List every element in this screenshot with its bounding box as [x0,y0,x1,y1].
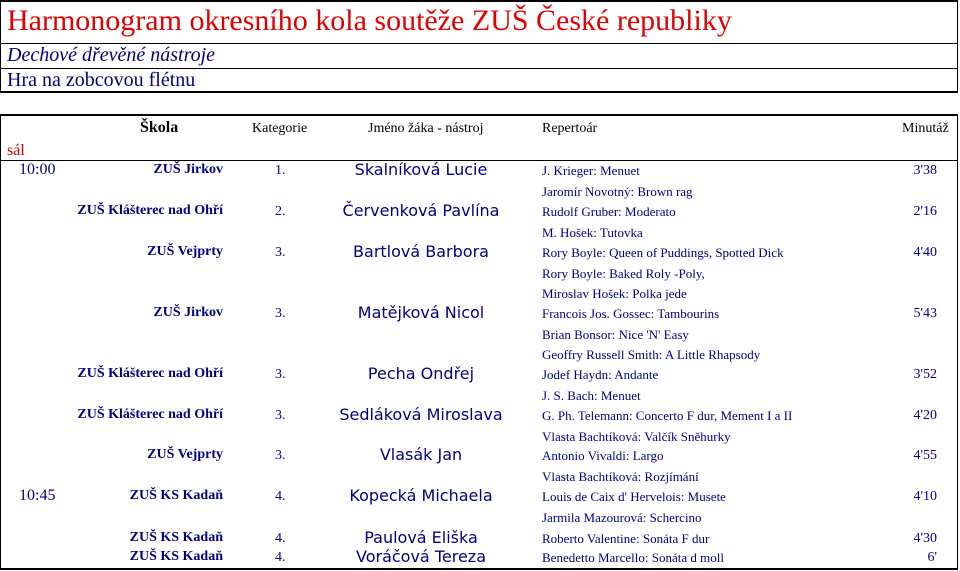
repertoire-item: Jarmila Mazourová: Schercino [542,509,702,525]
page-title: Harmonogram okresního kola soutěže ZUŠ České republiky [7,4,732,37]
repertoire-item: Brian Bonsor: Nice 'N' Easy [542,326,689,342]
school-name: ZUŠ Jirkov [153,162,223,177]
school-name: ZUŠ Klášterec nad Ohří [77,366,223,381]
duration: 6' [927,550,937,565]
school-name: ZUŠ Klášterec nad Ohří [77,407,223,422]
column-header-jmeno: Jméno žáka - nástroj [368,121,484,136]
student-name: Sedláková Miroslava [339,405,503,424]
column-header-minutaz: Minutáž [902,121,949,136]
category: 3. [275,408,286,423]
repertoire-item: Francois Jos. Gossec: Tambourins [542,306,720,321]
repertoire-item: J. S. Bach: Menuet [542,387,641,403]
student-name: Voráčová Tereza [356,547,486,566]
category: 3. [275,367,286,382]
repertoire-item: G. Ph. Telemann: Concerto F dur, Mement I a II [542,408,793,423]
duration: 3'38 [913,163,937,178]
student-name: Bartlová Barbora [353,242,489,261]
student-name: Paulová Eliška [364,528,478,547]
repertoire-item: Antonio Vivaldi: Largo [542,448,664,463]
duration: 4'55 [913,448,937,463]
repertoire-item: Miroslav Hošek: Polka jede [542,286,687,301]
repertoire-item: M. Hošek: Tutovka [542,224,643,240]
column-header-skola: Škola [140,119,179,136]
repertoire-item: Rory Boyle: Baked Roly -Poly, [542,265,705,281]
category: 2. [275,204,286,219]
duration: 3'52 [913,367,937,382]
student-name: Skalníková Lucie [354,160,488,179]
repertoire-item: Rory Boyle: Queen of Puddings, Spotted Dick [542,245,784,260]
repertoire-item: Vlasta Bachtíková: Rozjímání [542,468,699,484]
school-name: ZUŠ KS Kadaň [129,488,223,503]
column-header-kategorie: Kategorie [252,121,308,136]
instrument-group: Dechové dřevěné nástroje [7,44,216,66]
school-name: ZUŠ KS Kadaň [129,530,223,545]
school-name: ZUŠ KS Kadaň [129,549,223,564]
school-name: ZUŠ Klášterec nad Ohří [77,203,223,218]
time-slot: 10:45 [19,487,56,504]
repertoire-item: Jaromír Novotný: Brown rag [542,183,693,199]
student-name: Červenková Pavlína [342,201,500,220]
category: 3. [275,448,286,463]
subtitle-bar-2 [0,69,958,93]
duration: 4'10 [913,489,937,504]
schedule-table [0,114,958,570]
repertoire-item: Geoffry Russell Smith: A Little Rhapsody [542,347,761,362]
category: 3. [275,306,286,321]
column-header-repertoar: Repertoár [542,121,598,136]
time-slot: 10:00 [19,161,56,178]
repertoire-item: Jodef Haydn: Andante [542,367,659,382]
duration: 4'30 [913,531,937,546]
duration: 4'20 [913,408,937,423]
school-name: ZUŠ Vejprty [147,447,223,462]
student-name: Vlasák Jan [379,445,463,464]
category: 4. [275,531,286,546]
school-name: ZUŠ Jirkov [153,305,223,320]
duration: 2'16 [913,204,937,219]
repertoire-item: J. Krieger: Menuet [542,163,640,178]
repertoire-item: Benedetto Marcello: Sonáta d moll [542,550,724,565]
category: 4. [275,550,286,565]
repertoire-item: Roberto Valentine: Sonáta F dur [542,531,710,546]
student-name: Pecha Ondřej [367,364,475,383]
category: 3. [275,245,286,260]
subtitle-bar-1 [0,44,958,69]
student-name: Matějková Nicol [357,303,485,322]
repertoire-item: Rudolf Gruber: Moderato [542,204,676,219]
duration: 4'40 [913,245,937,260]
school-name: ZUŠ Vejprty [147,244,223,259]
student-name: Kopecká Michaela [349,486,493,505]
duration: 5'43 [913,306,937,321]
repertoire-item: Vlasta Bachtíková: Valčík Sněhurky [542,428,731,444]
category: 4. [275,489,286,504]
repertoire-item: Louis de Caix d' Hervelois: Musete [542,489,726,504]
title-bar [0,0,958,44]
column-header-sal: sál [7,142,25,159]
instrument-name: Hra na zobcovou flétnu [7,69,196,91]
category: 1. [275,163,286,178]
